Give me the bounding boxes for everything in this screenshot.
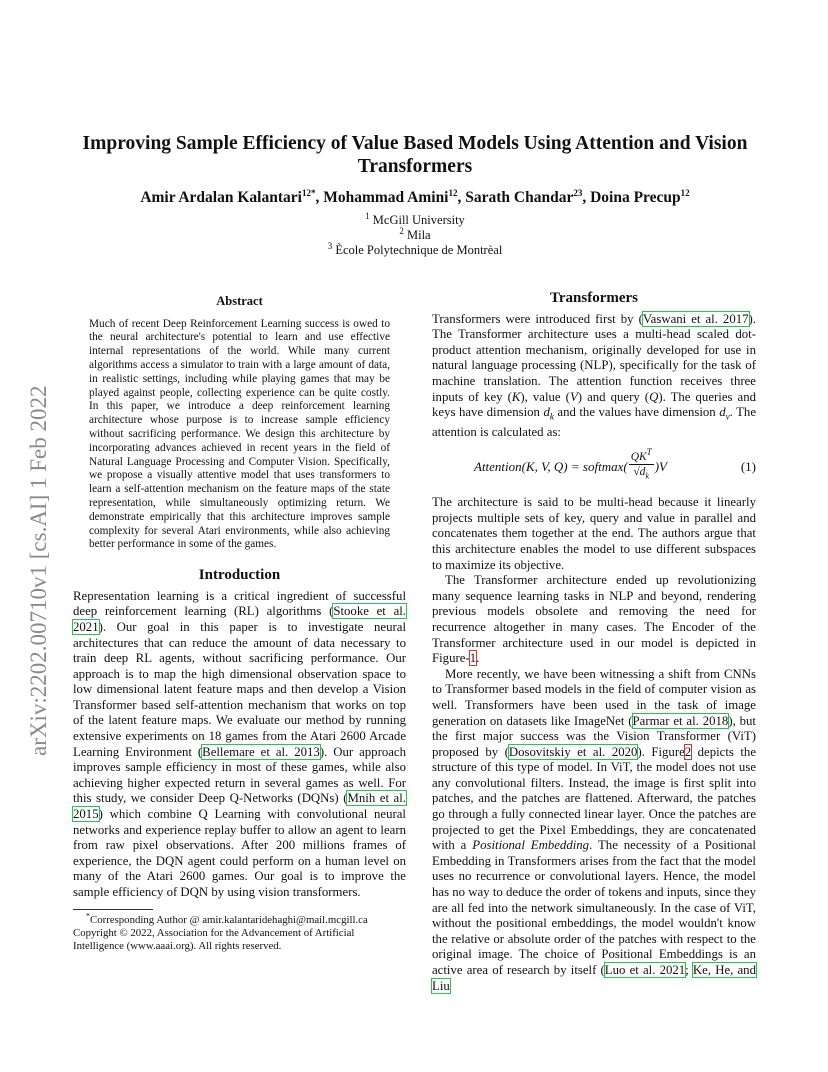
denominator-text: √d [633, 465, 646, 478]
copyright-notice: Copyright © 2022, Association for the Advancement of Artificial Intelligence (www.aaai.org). All rights reserved. [73, 926, 355, 952]
equation-body [474, 447, 667, 483]
numerator-text: QK [630, 450, 647, 463]
fraction-denominator [633, 465, 649, 483]
left-column [73, 294, 406, 953]
text-run: More recently, we have been witnessing a shift from CNNs to Transformer based models in the field of computer vision as well. Transformers have been used in the task of image generation on datasets like ImageNet ( [432, 666, 756, 728]
author-affiliation-mark: 12 [680, 187, 690, 198]
text-run: ). Figure [637, 744, 685, 759]
transformers-paragraph [432, 573, 756, 667]
author-list: Amir Ardalan Kalantari$^{12*}$, Mohammad Amini$^{12}$, Sarath Chandar$^{23}$, Doina Precup$^{12}$ [140, 187, 690, 206]
text-run: ). Our approach improves sample efficiency in most of these games, while also achieving higher expected return in several games as well. For this study, we consider Deep Q-Networks (DQNs) ( [73, 744, 406, 806]
math-subscript: v [725, 411, 730, 422]
text-run: ). Our goal in this paper is to investigate neural architectures that can reduce the amount of data necessary to train deep RL agents, without sacrificing performance. Our approach is to map the high dimensional observation space to low dimensional latent feature maps and then develop a Vision Transformer based self-attention mechanism that works on top of the latent feature maps. We evaluate our method by running extensive experiments on 18 games from the Atari 2600 Arcade Learning Environment ( [73, 619, 406, 759]
numerator-superscript: T [646, 447, 652, 458]
author-affiliation-mark: 12* [301, 187, 316, 198]
text-run: ). The queries and keys have dimension [432, 389, 757, 420]
author-affiliation-mark: 23 [573, 187, 583, 198]
citation-link[interactable]: Stooke et al. 2021 [73, 604, 407, 634]
text-run: ) which combine Q Learning with convolutional neural networks and experience replay buffer to allow an agent to learn from raw pixel observations. After 200 millions frames of experience, the DQN agent could perform on a human level on many of the Atari 2600 games. Our goal is to improve the sample efficiency of DQN by using vision transformers. [73, 807, 406, 900]
fraction-numerator [629, 447, 654, 465]
math-symbol: Q [649, 389, 659, 404]
text-run: . [476, 651, 480, 666]
text-run: . The attention is calculated as: [432, 405, 756, 440]
author-name: Sarath Chandar [465, 189, 574, 206]
equation-fraction [629, 447, 654, 483]
citation-link[interactable]: Vaswani et al. 2017 [642, 311, 749, 326]
introduction-paragraph [73, 589, 406, 901]
math-symbol: K [511, 389, 521, 404]
author-affiliation-mark: 12 [448, 187, 458, 198]
affiliation-name: McGill University [372, 213, 465, 227]
text-run: Representation learning is a critical ingredient of successful deep reinforcement learning (RL) algorithms ( [73, 588, 406, 619]
citation-link[interactable]: Parmar et al. 2018 [632, 713, 729, 728]
paper-title [70, 132, 760, 178]
citation-link[interactable]: Mnih et al. 2015 [73, 791, 406, 822]
text-run: The Transformer architecture ended up revolutionizing many sequence learning tasks in NLP and beyond, rendering previous models obsolete and removing the need for recurrence altogether in many cases. The Encoder of the Transformer architecture used in our model is depicted in Figure- [432, 573, 756, 666]
affiliation-name: Mila [407, 228, 431, 242]
math-symbol: d [719, 405, 726, 420]
footnote-mark: * [86, 911, 90, 921]
author-name: Amir Ardalan Kalantari [140, 189, 302, 206]
text-run: and the values have dimension [553, 405, 720, 420]
affiliation-mark: 1 [365, 210, 370, 221]
affiliation [70, 210, 760, 228]
affiliation-mark: 3 [327, 240, 333, 251]
citation-link[interactable]: Luo et al. 2021 [604, 963, 686, 977]
title-line-2: Transformers [357, 156, 473, 177]
citation-link[interactable]: Dosovitskiy et al. 2020 [508, 744, 638, 759]
title-line-1: Improving Sample Efficiency of Value Based Models Using Attention and Vision [82, 133, 748, 154]
equation-lhs: Attention(K, V, Q) = softmax( [474, 459, 628, 475]
text-run: . The necessity of a Positional Embedding in Transformers arises from the fact that the model uses no recurrence or convolutional layers. Hence, the model has no way to deduce the order of tokens and inputs, since they are all fed into the network simultaneously. In the case of ViT, without the positional embeddings, the model wouldn't know the relative or absolute order of the patches with respect to the original image. The choice of Positional Embeddings is an active area of research by itself ( [432, 838, 756, 977]
citation-link[interactable]: Bellemare et al. 2013 [202, 744, 320, 759]
emphasized-text: Positional Embedding [472, 838, 590, 853]
footnote-text: Corresponding Author @ amir.kalantaridehaghi@mail.mcgill.ca [90, 913, 368, 926]
transformers-paragraph [432, 312, 756, 441]
denominator-subscript: k [645, 471, 649, 481]
text-run: ), but the first major success was the Vision Transformer (ViT) proposed by ( [432, 713, 756, 759]
affiliation-mark: 2 [399, 225, 404, 236]
arxiv-side-stamp [6, 320, 66, 760]
footnote-line [73, 911, 406, 927]
math-subscript: k [549, 411, 554, 422]
affiliation-name: Ècole Polytechnique de Montrèal [335, 243, 503, 257]
transformers-heading: Transformers [549, 290, 639, 306]
affiliation [70, 240, 760, 258]
math-symbol: V [569, 389, 578, 404]
figure-reference-link[interactable]: 2 [684, 744, 692, 759]
citation-link[interactable]: Ke, He, and Liu [432, 963, 756, 993]
text-run: ; [685, 963, 693, 977]
transformers-paragraph [432, 667, 756, 994]
math-symbol: d [543, 405, 550, 420]
text-run: ) and query ( [577, 389, 650, 404]
text-run: ). The Transformer architecture uses a multi-head scaled dot-product attention mechanism, originally developed for use in natural language processing (NLP), specifically for the task of machine translation. The attention function receives three inputs of key ( [432, 311, 756, 404]
right-column [432, 291, 756, 994]
author-name: Mohammad Amini [323, 189, 449, 206]
figure-reference-link[interactable]: 1 [469, 651, 477, 666]
equation-rhs: )V [654, 459, 667, 475]
author-name: Doina Precup [590, 189, 681, 206]
arxiv-identifier: arXiv:2202.00710v1 [cs.AI] 1 Feb 2022 [26, 385, 51, 756]
affiliation [70, 225, 760, 243]
text-run: Transformers were introduced first by ( [432, 311, 643, 326]
attention-equation [432, 447, 756, 483]
abstract-text: Much of recent Deep Reinforcement Learning success is owed to the neural architecture's potential to learn and use effective internal representations of the world. While many current algorithms access a simulator to train with a large amount of data, in realistic settings, including while playing games that may be played against people, collecting experience can be quite costly. In this paper, we introduce a deep reinforcement learning architecture whose purpose is to increase sample efficiency without sacrificing performance. We design this architecture by incorporating advances achieved in recent years in the field of Natural Language Processing and Computer Vision. Specifically, we propose a visually attentive model that uses transformers to learn a self-attention mechanism on the feature maps of the state representation, while simultaneously optimizing return. We demonstrate empirically that this architecture improves sample complexity for several Atari environments, while also achieving better performance in some of the games. [89, 317, 390, 551]
text-run: depicts the structure of this type of model. In ViT, the model does not use any convolutional filters. Instead, the image is first split into patches, and the patches are flattened. Afterward, the patches go through a fully connected linear layer. Once the patches are projected to get the Pixel Embeddings, they are concatenated with a [432, 744, 756, 853]
text-run: ), value ( [520, 389, 570, 404]
footnote [73, 911, 406, 953]
transformers-paragraph: The architecture is said to be multi-head because it linearly projects multiple sets of key, query and value in parallel and concatenates them together at the end. The authors argue that this architecture enables the model to use different subspaces to maximize its objective. [432, 495, 756, 572]
introduction-heading: Introduction [198, 567, 281, 584]
abstract-heading: Abstract [216, 294, 263, 308]
footnote-divider [73, 909, 153, 910]
equation-number: (1) [740, 459, 756, 475]
